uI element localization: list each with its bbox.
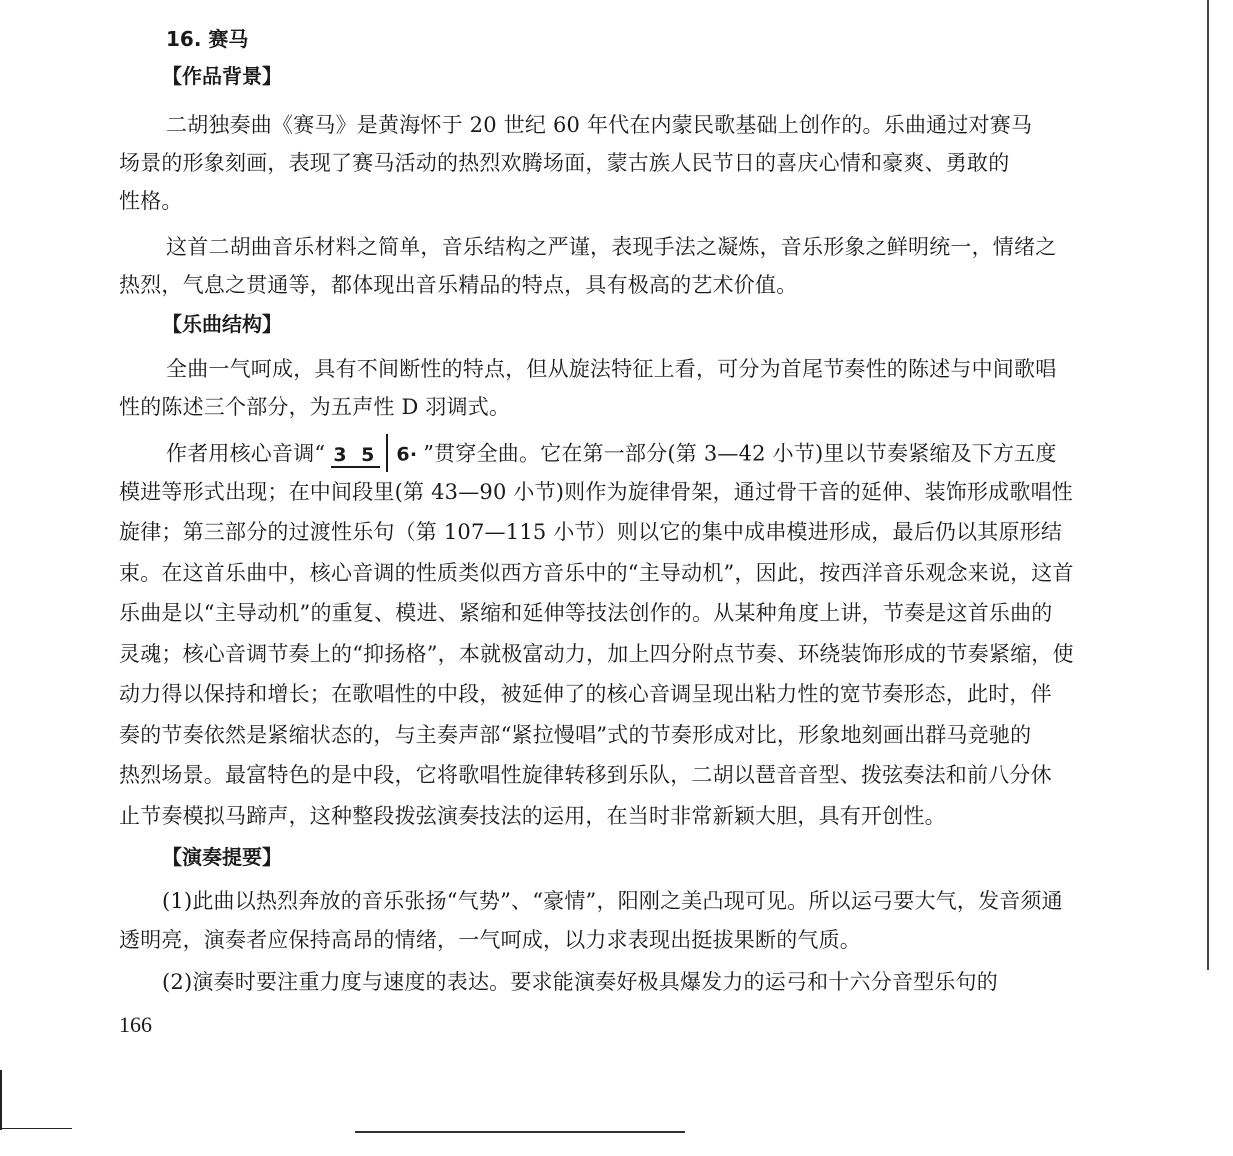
- paragraph-line: 乐曲是以“主导动机”的重复、模进、紧缩和延伸等技法创作的。从某种角度上讲，节奏是这首乐曲的: [119, 601, 1053, 625]
- paragraph-line: 场景的形象刻画，表现了赛马活动的热烈欢腾场面，蒙古族人民节日的喜庆心情和豪爽、勇敢的: [119, 151, 1010, 175]
- scan-edge-line: [0, 1128, 72, 1129]
- jianpu-notation: [331, 436, 417, 474]
- section-title: 16. 赛马: [166, 27, 249, 51]
- paragraph-line: 模进等形式出现；在中间段里(第 43—90 小节)则作为旋律骨架，通过骨干音的延伸、装饰形成歌唱性: [119, 480, 1073, 504]
- core-motif-prefix: 作者用核心音调“: [166, 441, 326, 466]
- paragraph-line: 性的陈述三个部分，为五声性 D 羽调式。: [119, 395, 511, 419]
- paragraph-line: 奏的节奏依然是紧缩状态的，与主奏声部“紧拉慢唱”式的节奏形成对比，形象地刻画出群马竞驰的: [119, 723, 1032, 747]
- paragraph-line: 全曲一气呵成，具有不间断性的特点，但从旋法特征上看，可分为首尾节奏性的陈述与中间歌唱: [166, 357, 1057, 381]
- paragraph-line: (2)演奏时要注重力度与速度的表达。要求能演奏好极具爆发力的运弓和十六分音型乐句的: [162, 970, 998, 994]
- page-edge-line: [1207, 0, 1209, 970]
- core-motif-suffix: ”贯穿全曲。它在第一部分(第 3—42 小节)里以节奏紧缩及下方五度: [423, 441, 1057, 466]
- paragraph-line: 这首二胡曲音乐材料之简单，音乐结构之严谨，表现手法之凝炼，音乐形象之鲜明统一，情绪之: [166, 235, 1057, 259]
- paragraph-line: 透明亮，演奏者应保持高昂的情绪，一气呵成，以力求表现出挺拔果断的气质。: [119, 928, 861, 952]
- heading-background: 【作品背景】: [162, 64, 282, 88]
- paragraph-line: 动力得以保持和增长；在歌唱性的中段，被延伸了的核心音调呈现出粘力性的宽节奏形态，此时，伴: [119, 682, 1052, 706]
- paragraph-line: 止节奏模拟马蹄声，这种整段拨弦演奏技法的运用，在当时非常新颖大胆，具有开创性。: [119, 804, 946, 828]
- paragraph-line: 性格。: [119, 189, 183, 213]
- paragraph-line: 热烈，气息之贯通等，都体现出音乐精品的特点，具有极高的艺术价值。: [119, 273, 798, 297]
- paragraph-line: 二胡独奏曲《赛马》是黄海怀于 20 世纪 60 年代在内蒙民歌基础上创作的。乐曲通过对赛马: [166, 113, 1033, 137]
- heading-structure: 【乐曲结构】: [162, 312, 282, 336]
- bar-line: [386, 434, 388, 472]
- paragraph-line: 热烈场景。最富特色的是中段，它将歌唱性旋律转移到乐队，二胡以琶音音型、拨弦奏法和前八分休: [119, 763, 1052, 787]
- note-after-bar: 6: [396, 443, 410, 466]
- paragraph-line: 束。在这首乐曲中，核心音调的性质类似西方音乐中的“主导动机”，因此，按西洋音乐观念来说，这首: [119, 561, 1074, 585]
- heading-performance: 【演奏提要】: [162, 845, 282, 869]
- paragraph-line: (1)此曲以热烈奔放的音乐张扬“气势”、“豪情”，阳刚之美凸现可见。所以运弓要大气，发音须通: [162, 889, 1063, 913]
- scan-edge-line: [0, 1070, 2, 1130]
- note-dot: ·: [409, 443, 418, 466]
- page-number: 166: [119, 1012, 152, 1037]
- paragraph-line: 旋律；第三部分的过渡性乐句（第 107—115 小节）则以它的集中成串模进形成，最后仍以其原形结: [119, 520, 1063, 544]
- notes-underlined: 3 5: [333, 443, 379, 466]
- paragraph-line: 灵魂；核心音调节奏上的“抑扬格”，本就极富动力，加上四分附点节奏、环绕装饰形成的节奏紧缩，使: [119, 642, 1074, 666]
- scan-edge-line: [355, 1131, 685, 1133]
- core-motif-line: [166, 436, 1057, 474]
